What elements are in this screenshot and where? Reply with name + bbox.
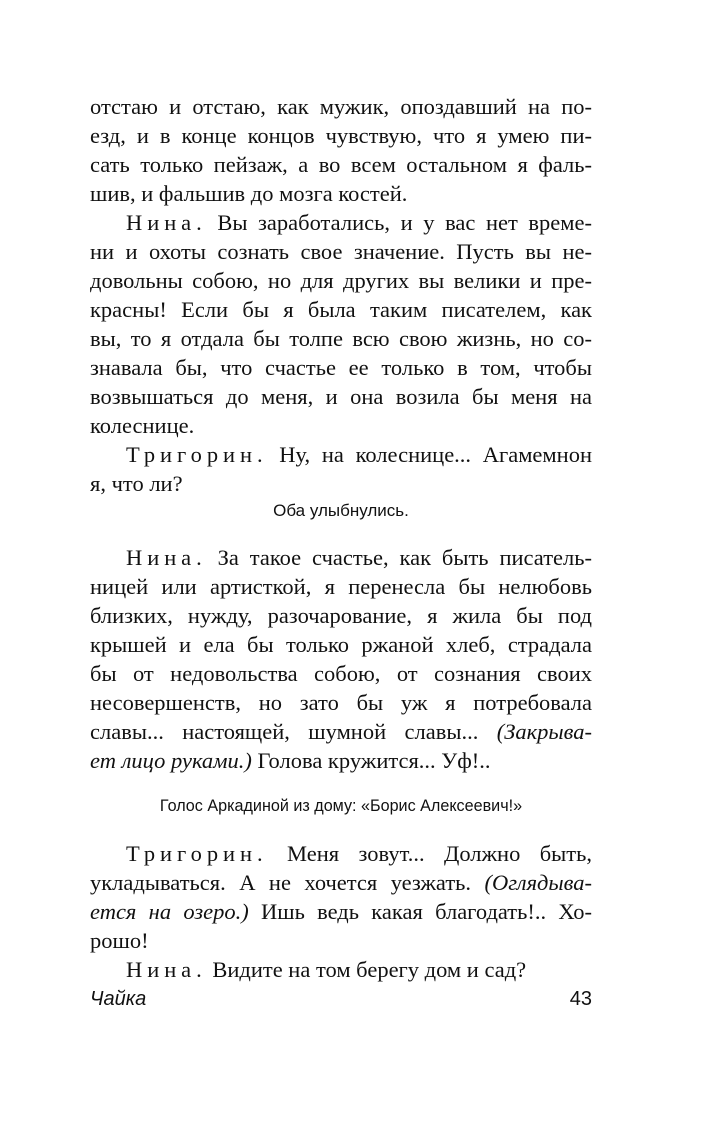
text-line: вы, то я отдала бы толпе всю свою жизнь, но со- <box>90 326 592 351</box>
speaker-name: Тригорин. <box>126 841 268 866</box>
line-text: Меня зовут... Должно быть, <box>287 841 592 866</box>
text-line: довольны собою, но для других вы велики и пре- <box>90 268 592 293</box>
author-remark: (Оглядыва- <box>484 870 592 895</box>
page-body <box>90 92 592 984</box>
line-text: Видите на том берегу дом и сад? <box>212 957 527 982</box>
line-text: Вы заработались, и у вас нет време- <box>217 210 593 235</box>
page-footer <box>90 988 592 1016</box>
text-line: ницей или артисткой, я перенесла бы нелюбовь <box>90 574 592 599</box>
paragraph-trigorin-1 <box>90 440 592 498</box>
text-line: езд, и в конце концов чувствую, что я умею пи- <box>90 123 592 148</box>
paragraph-nina-3 <box>90 955 592 984</box>
line-text: Голова кружится... Уф!.. <box>257 748 491 773</box>
text-line: близких, нужду, разочарование, я жила бы под <box>90 603 592 628</box>
paragraph-nina-2 <box>90 543 592 775</box>
text-line: шив, и фальшив до мозга костей. <box>90 181 408 206</box>
page-number: 43 <box>569 988 592 1010</box>
text-line <box>90 868 592 897</box>
text-line: красны! Если бы я была таким писателем, как <box>90 297 592 322</box>
speaker-name: Нина. <box>126 545 207 570</box>
line-text: Ну, на колеснице... Агамемнон <box>279 442 592 467</box>
line-text: славы... настоящей, шумной славы... <box>90 719 479 744</box>
text-line: ни и охоты сознать свое значение. Пусть вы не- <box>90 239 592 264</box>
paragraph-trigorin-2 <box>90 839 592 955</box>
text-line: бы от недовольства собою, от сознания своих <box>90 661 592 686</box>
speaker-name: Нина. <box>126 957 207 982</box>
text-line <box>90 746 592 775</box>
text-line: рошо! <box>90 928 149 953</box>
text-line <box>90 897 592 926</box>
speaker-name: Нина. <box>126 210 207 235</box>
text-line: знавала бы, что счастье ее только в том, чтобы <box>90 355 592 380</box>
text-line: сать только пейзаж, а во всем остальном я фаль- <box>90 152 592 177</box>
paragraph-nina-1 <box>90 208 592 440</box>
text-line: я, что ли? <box>90 471 183 496</box>
text-line: крышей и ела бы только ржаной хлеб, страдала <box>90 632 592 657</box>
text-line: несовершенств, но зато бы уж я потребовала <box>90 690 592 715</box>
author-remark: (Закрыва- <box>496 719 592 744</box>
line-text: укладываться. А не хочется уезжать. <box>90 870 472 895</box>
running-title: Чайка <box>90 988 147 1010</box>
paragraph-trigorin-continued <box>90 92 592 208</box>
stage-direction: Оба улыбнулись. <box>273 501 409 520</box>
text-line <box>90 440 592 469</box>
text-line <box>90 717 592 746</box>
text-line <box>90 543 592 572</box>
text-line: колеснице. <box>90 413 195 438</box>
author-remark: ет лицо руками.) <box>90 748 252 773</box>
text-line <box>90 955 592 984</box>
text-line: возвышаться до меня, и она возила бы меня на <box>90 384 592 409</box>
speaker-name: Тригорин. <box>126 442 268 467</box>
stage-direction: Голос Аркадиной из дому: «Борис Алексеевич!» <box>159 796 523 815</box>
line-text: Ишь ведь какая благодать!.. Хо- <box>261 899 592 924</box>
line-text: За такое счастье, как быть писатель- <box>217 545 593 570</box>
text-line <box>90 208 592 237</box>
text-line: отстаю и отстаю, как мужик, опоздавший на по- <box>90 94 592 119</box>
text-line <box>90 839 592 868</box>
author-remark: ется на озеро.) <box>90 899 249 924</box>
